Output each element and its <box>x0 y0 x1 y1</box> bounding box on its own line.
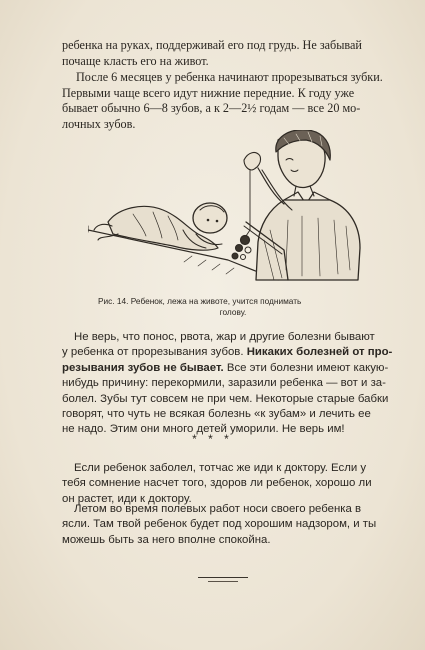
text-line: можешь быть за него вполне спокойна. <box>62 533 271 546</box>
paragraph-1 <box>62 38 384 69</box>
end-rule <box>198 577 248 578</box>
text-line: нибудь причину: перекормили, заразили ребенка — вот и за- <box>62 377 386 390</box>
text-line: Летом во время полевых работ носи своего ребенка в <box>74 503 362 515</box>
text-line: ясли. Там твой ребенок будет под хорошим надзором, и ты <box>62 518 377 531</box>
text-line: Первыми чаще всего идут нижние передние. К году уже <box>62 85 355 100</box>
text-line: Если ребенок заболел, тотчас же иди к доктору. Если у <box>74 462 367 474</box>
text-line: ребенка на руках, поддерживай его под грудь. Не забывай <box>62 38 362 52</box>
caption-line: голову. <box>219 307 247 317</box>
text-line: почаще класть его на живот. <box>62 53 209 68</box>
text-segment: Все эти болезни имеют какую- <box>223 361 389 374</box>
text-line: Не верь, что понос, рвота, жар и другие болезни бывают <box>74 331 375 343</box>
figure-caption <box>98 296 368 318</box>
text-line: он растет, иди к доктору. <box>62 492 192 505</box>
emphasis-text: Никаких болезней от про- <box>246 346 393 359</box>
text-line: болел. Зубы тут совсем не при чем. Некоторые старые бабки <box>62 392 389 405</box>
text-line: тебя сомнение насчет того, здоров ли ребенок, хорошо ли <box>62 477 372 490</box>
text-segment: у ребенка от прорезывания зубов. <box>62 346 247 359</box>
paragraph-3 <box>62 330 393 438</box>
paragraph-5 <box>62 502 384 548</box>
caption-line: Рис. 14. Ребенок, лежа на животе, учится поднимать <box>98 296 302 306</box>
text-line <box>62 361 389 376</box>
text-line: говорят, что чуть не всякая болезнь «к зубам» и лечить ее <box>62 408 371 421</box>
paragraph-2 <box>62 70 384 132</box>
text-line: После 6 месяцев у ребенка начинают прорезываться зубки. <box>76 70 383 84</box>
illustration-mother-and-baby <box>88 130 368 290</box>
text-line: не надо. Этим они много детей уморили. Не верь им! <box>62 423 345 436</box>
text-line <box>62 345 393 360</box>
emphasis-text: резывания зубов не бывает. <box>62 361 224 374</box>
end-rule-short <box>208 581 238 582</box>
section-separator: * * * <box>192 432 233 446</box>
paragraph-4 <box>62 461 384 507</box>
text-line: бывает обычно 6—8 зубов, а к 2—2½ годам — все 20 мо- <box>62 101 361 116</box>
text-line: лочных зубов. <box>62 116 136 131</box>
